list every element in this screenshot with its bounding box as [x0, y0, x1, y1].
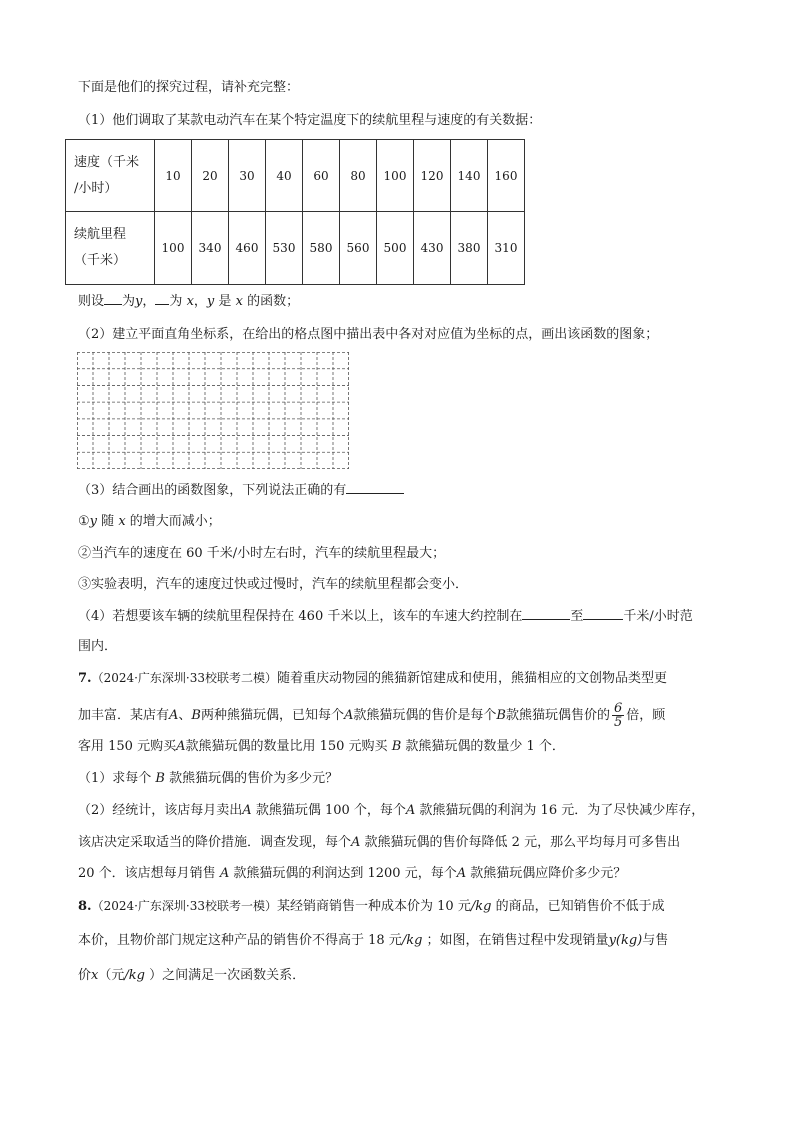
- option-2: ②当汽车的速度在 60 千米/小时左右时，汽车的续航里程最大；: [78, 546, 446, 561]
- q7-part-2-line-2: 该店决定采取适当的降价措施．调查发现，每个A 款熊猫玩偶的售价每降低 2 元，那么平均每月可多售出: [78, 835, 681, 850]
- q8-line-3: 价x（元/kg ）之间满足一次函数关系．: [78, 968, 306, 983]
- table-cell: 460: [229, 212, 266, 285]
- part1-text: （1）他们调取了某款电动汽车在某个特定温度下的续航里程与速度的有关数据：: [78, 113, 542, 128]
- table-cell: 530: [266, 212, 303, 285]
- data-table: [65, 139, 525, 285]
- q8-line-1: 8.（2024·广东深圳·33校联考一模）某经销商销售一种成本价为 10 元/kg 的商品，已知销售价不低于成: [78, 899, 665, 914]
- q7-part-2-line-3: 20 个．该店想每月销售 A 款熊猫玩偶的利润达到 1200 元，每个A 款熊猫玩偶应降价多少元？: [78, 866, 627, 881]
- part4-line: （4）若想要该车辆的续航里程保持在 460 千米以上，该车的车速大约控制在 至 千米/小时范: [78, 609, 693, 624]
- speed-header: 速度（千米 /小时）: [66, 140, 155, 212]
- table-cell: 310: [488, 212, 525, 285]
- answer-blank[interactable]: [155, 304, 169, 305]
- intro-text: 下面是他们的探究过程，请补充完整：: [78, 80, 300, 95]
- table-cell: 10: [155, 140, 192, 212]
- part4-line-2: 围内．: [78, 639, 118, 654]
- question-source: （2024·广东深圳·33校联考一模）: [91, 899, 278, 913]
- answer-blank[interactable]: [346, 493, 404, 494]
- table-cell: 100: [377, 140, 414, 212]
- answer-blank[interactable]: [104, 304, 122, 305]
- function-setup-line: 则设 为y， 为 x，y 是 x 的函数；: [78, 294, 300, 309]
- table-cell: 500: [377, 212, 414, 285]
- table-cell: 430: [414, 212, 451, 285]
- table-cell: 30: [229, 140, 266, 212]
- table-cell: 160: [488, 140, 525, 212]
- table-cell: 80: [340, 140, 377, 212]
- q7-line-2: 加丰富．某店有A、B两种熊猫玩偶，已知每个A款熊猫玩偶的售价是每个B款熊猫玩偶售价的 $\frac{6}{5}$ 倍，顾: [78, 701, 666, 730]
- table-cell: 340: [192, 212, 229, 285]
- table-cell: 140: [451, 140, 488, 212]
- table-cell: 20: [192, 140, 229, 212]
- q7-part-1: （1）求每个 B 款熊猫玩偶的售价为多少元？: [78, 771, 339, 786]
- table-cell: 120: [414, 140, 451, 212]
- range-header: 续航里程 （千米）: [66, 212, 155, 285]
- table-cell: 580: [303, 212, 340, 285]
- table-row-speed: [66, 140, 525, 212]
- question-source: （2024·广东深圳·33校联考二模）: [91, 671, 278, 685]
- part2-text: （2）建立平面直角坐标系，在给出的格点图中描出表中各对对应值为坐标的点，画出该函数的图象；: [78, 327, 659, 342]
- table-cell: 100: [155, 212, 192, 285]
- part3-line: （3）结合画出的函数图象，下列说法正确的有: [78, 482, 404, 500]
- fraction-six-fifths: $\frac{6}{5}$: [613, 701, 623, 730]
- table-cell: 60: [303, 140, 340, 212]
- table-cell: 560: [340, 212, 377, 285]
- table-cell: 380: [451, 212, 488, 285]
- question-number: 8.: [78, 899, 92, 914]
- option-1: ①y 随 x 的增大而减小；: [78, 514, 221, 529]
- option-3: ③实验表明，汽车的速度过快或过慢时，汽车的续航里程都会变小．: [78, 577, 469, 592]
- coordinate-grid[interactable]: [77, 352, 349, 469]
- table-row-range: [66, 212, 525, 285]
- q7-line-3: 客用 150 元购买A款熊猫玩偶的数量比用 150 元购买 B 款熊猫玩偶的数量少 1 个．: [78, 739, 565, 754]
- q7-line-1: 7.（2024·广东深圳·33校联考二模）随着重庆动物园的熊猫新馆建成和使用，熊猫相应的文创物品类型更: [78, 671, 668, 686]
- question-number: 7.: [78, 671, 92, 686]
- q7-part-2-line-1: （2）经统计，该店每月卖出A 款熊猫玩偶 100 个，每个A 款熊猫玩偶的利润为 16 元．为了尽快减少库存，: [78, 803, 705, 818]
- q8-line-2: 本价，且物价部门规定这种产品的销售价不得高于 18 元/kg ；如图，在销售过程中发现销量y(kg)与售: [78, 933, 669, 948]
- answer-blank[interactable]: [583, 619, 623, 620]
- table-cell: 40: [266, 140, 303, 212]
- answer-blank[interactable]: [522, 619, 570, 620]
